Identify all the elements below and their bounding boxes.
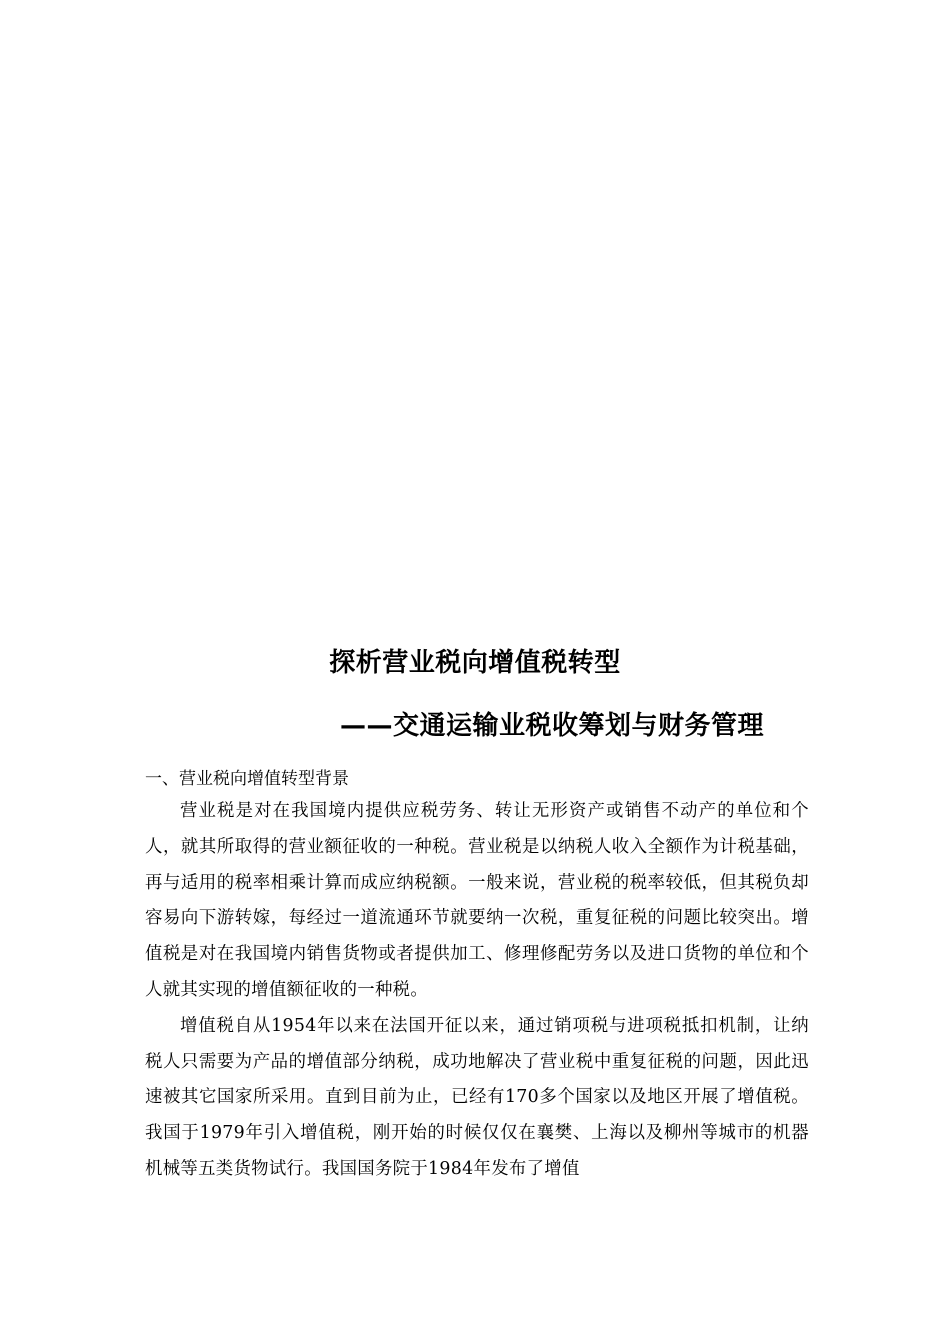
document-subtitle: ——交通运输业税收筹划与财务管理 [340,711,765,741]
document-title: 探析营业税向增值税转型 [329,648,621,678]
section-heading: 一、营业税向增值转型背景 [145,769,349,789]
body-paragraph: 增值税自从1954年以来在法国开征以来，通过销项税与进项税抵扣机制，让纳税人只需要为产品的增值部分纳税，成功地解决了营业税中重复征税的问题，因此迅速被其它国家所采用。直到目前为止，已经有170多个国家以及地区开展了增值税。我国于1979年引入增值税，刚开始的时候仅仅在襄樊、上海以及柳州等城市的机器机械等五类货物试行。我国国务院于1984年发布了增值 [145,1015,809,1179]
document-body [145,764,809,1188]
body-paragraph: 营业税是对在我国境内提供应税劳务、转让无形资产或销售不动产的单位和个人，就其所取得的营业额征收的一种税。营业税是以纳税人收入全额作为计税基础，再与适用的税率相乘计算而成应纳税额。一般来说，营业税的税率较低，但其税负却容易向下游转嫁，每经过一道流通环节就要纳一次税，重复征税的问题比较突出。增值税是对在我国境内销售货物或者提供加工、修理修配劳务以及进口货物的单位和个人就其实现的增值额征收的一种税。 [145,801,809,1000]
